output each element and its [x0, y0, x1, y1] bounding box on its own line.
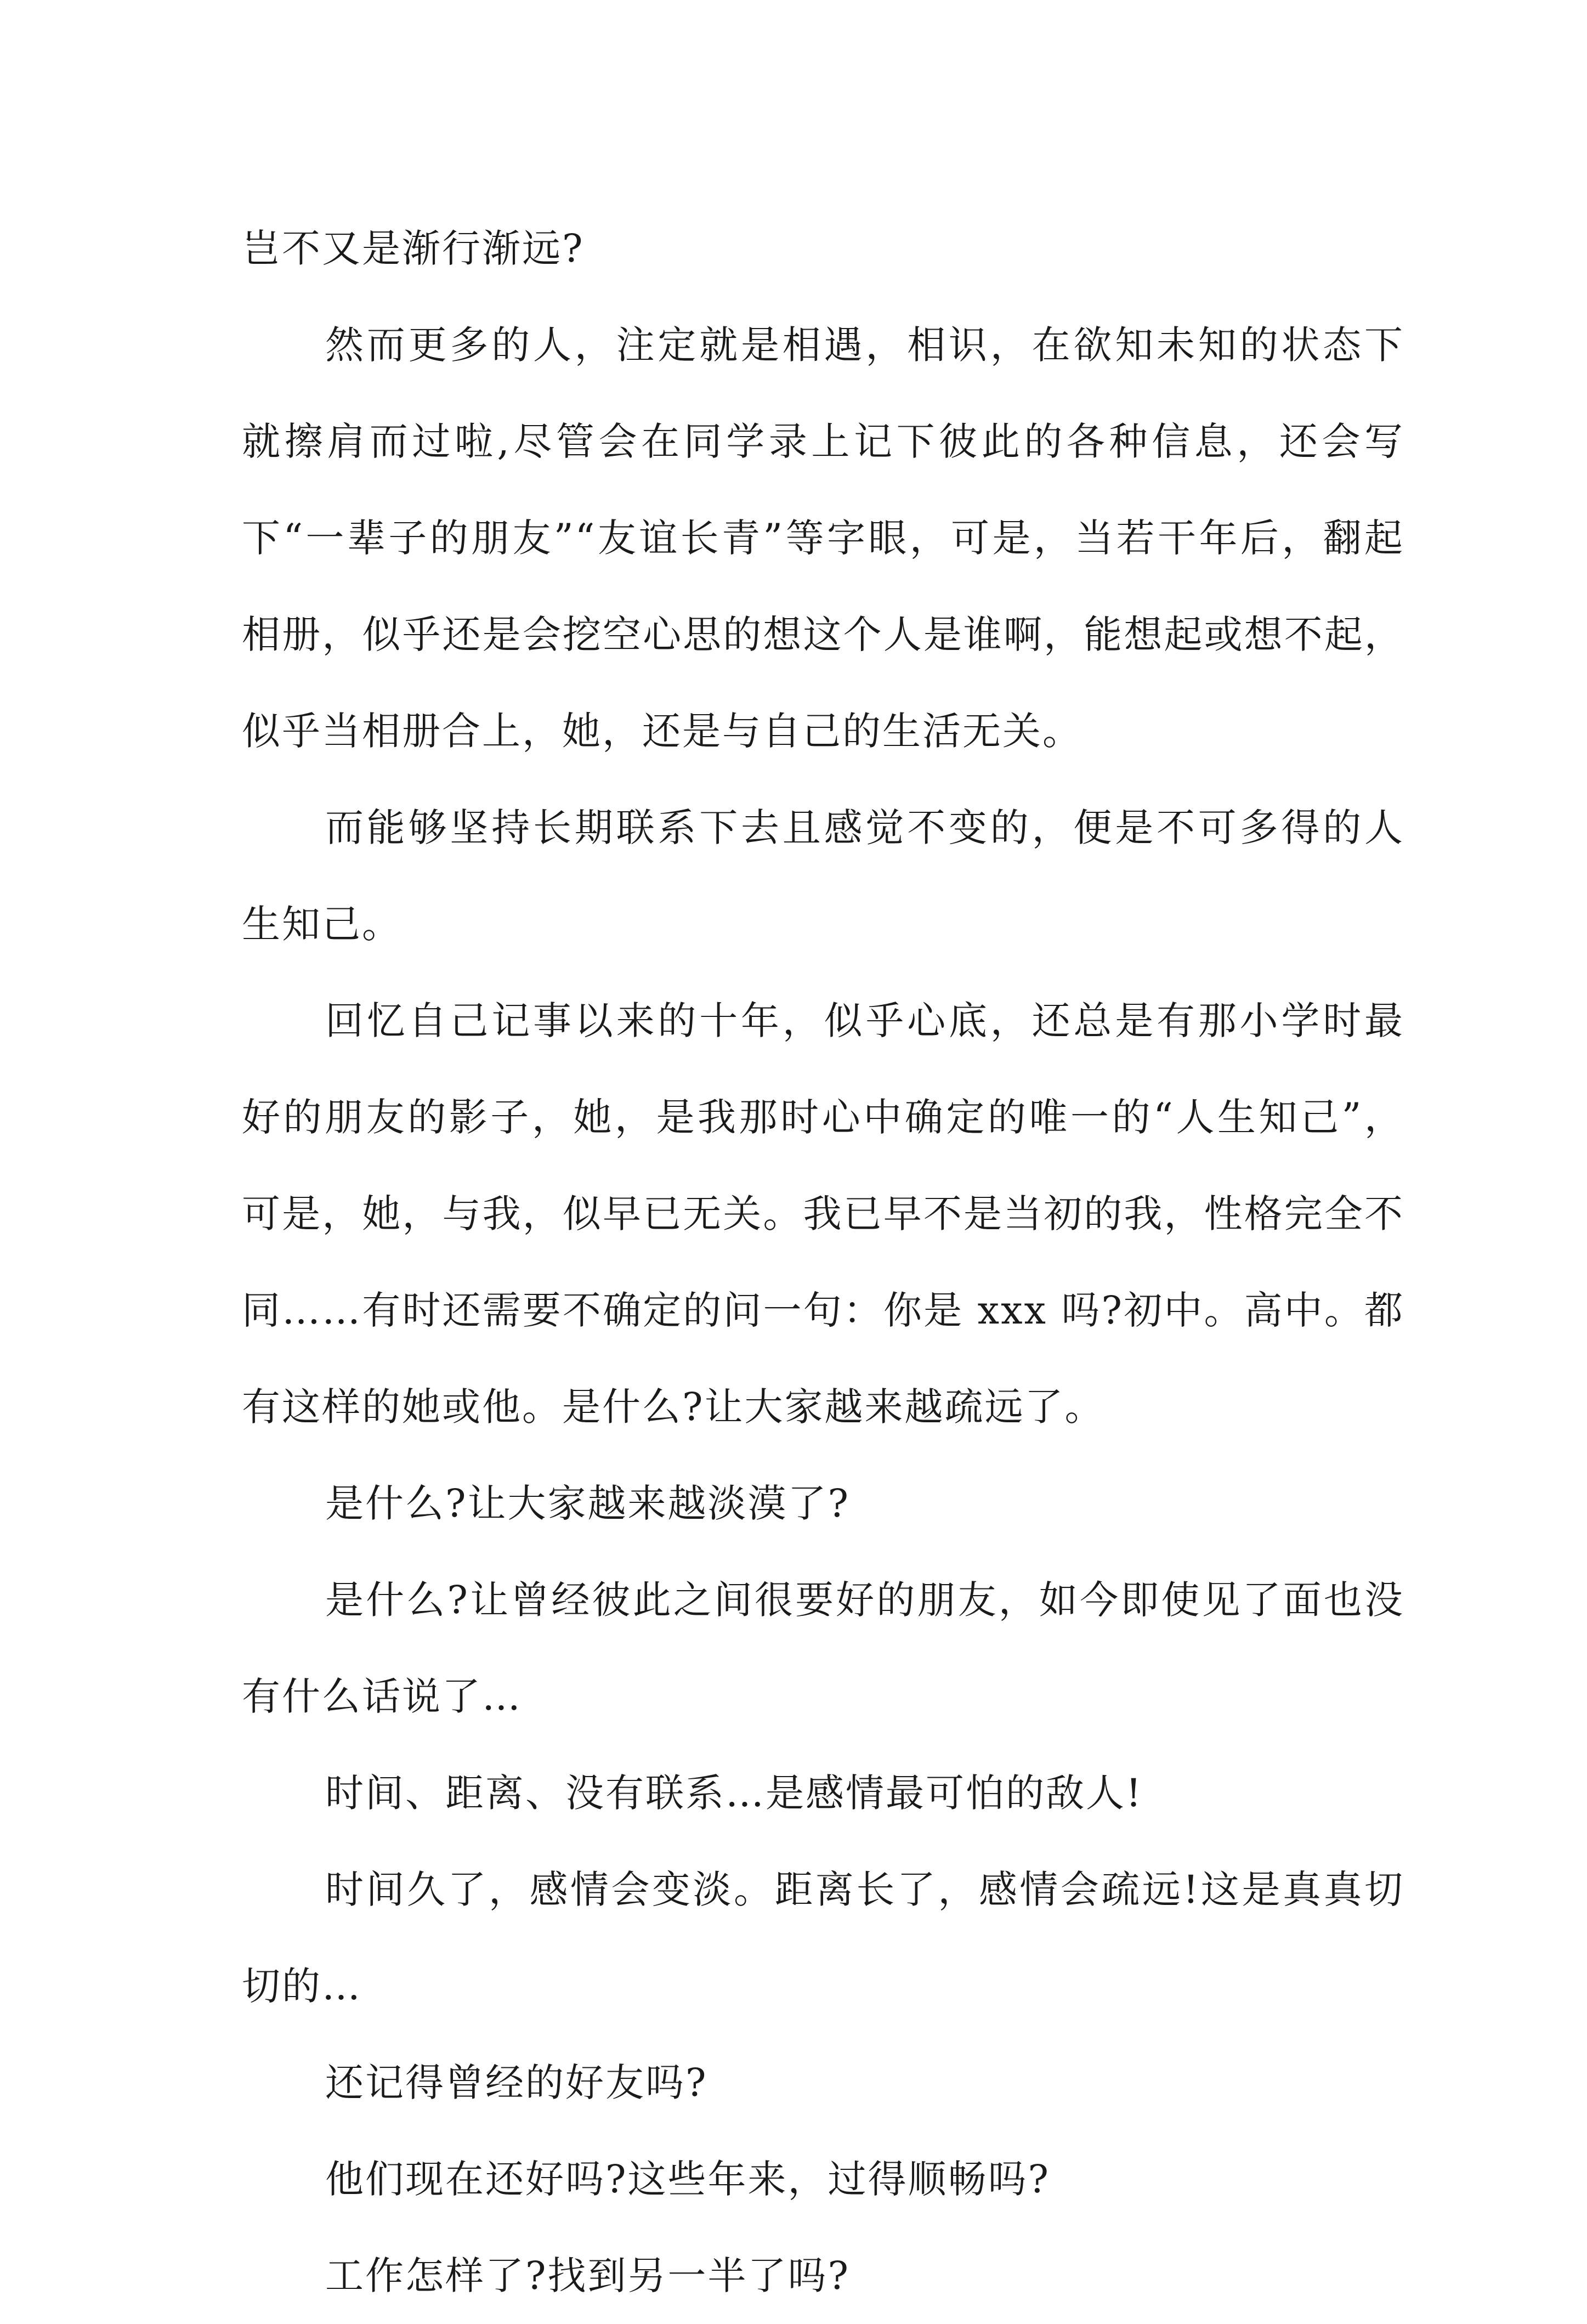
- paragraph-1: 岂不又是渐行渐远?: [242, 226, 585, 271]
- paragraph-2: 然而更多的人，注定就是相遇，相识，在欲知未知的状态下就擦肩而过啦,尽管会在同学录上记下彼此的各种信息，还会写下“一辈子的朋友”“友谊长青”等字眼，可是，当若干年后，翻起相册，似乎还是会挖空心思的想这个人是谁啊，能想起或想不起，似乎当相册合上，她，还是与自己的生活无关。: [242, 323, 1404, 754]
- paragraph-11: 工作怎样了?找到另一半了吗?: [325, 2253, 851, 2298]
- paragraph-10: 他们现在还好吗?这些年来，过得顺畅吗?: [325, 2157, 1051, 2202]
- paragraph-5: 是什么?让大家越来越淡漠了?: [325, 1481, 851, 1526]
- document-body: [242, 200, 1404, 2324]
- paragraph-9: 还记得曾经的好友吗?: [325, 2060, 708, 2105]
- paragraph-6: 是什么?让曾经彼此之间很要好的朋友，如今即使见了面也没有什么话说了…: [242, 1577, 1404, 1719]
- paragraph-3: 而能够坚持长期联系下去且感觉不变的，便是不可多得的人生知己。: [242, 805, 1404, 947]
- paragraph-8: 时间久了，感情会变淡。距离长了，感情会疏远!这是真真切切的…: [242, 1867, 1404, 2009]
- paragraph-4: 回忆自己记事以来的十年，似乎心底，还总是有那小学时最好的朋友的影子，她，是我那时心中确定的唯一的“人生知己”，可是，她，与我，似早已无关。我已早不是当初的我，性格完全不同……有时还需要不确定的问一句：你是 xxx 吗?初中。高中。都有这样的她或他。是什么?让大家越来越疏远了。: [242, 998, 1404, 1429]
- paragraph-7: 时间、距离、没有联系…是感情最可怕的敌人!: [325, 1771, 1143, 1816]
